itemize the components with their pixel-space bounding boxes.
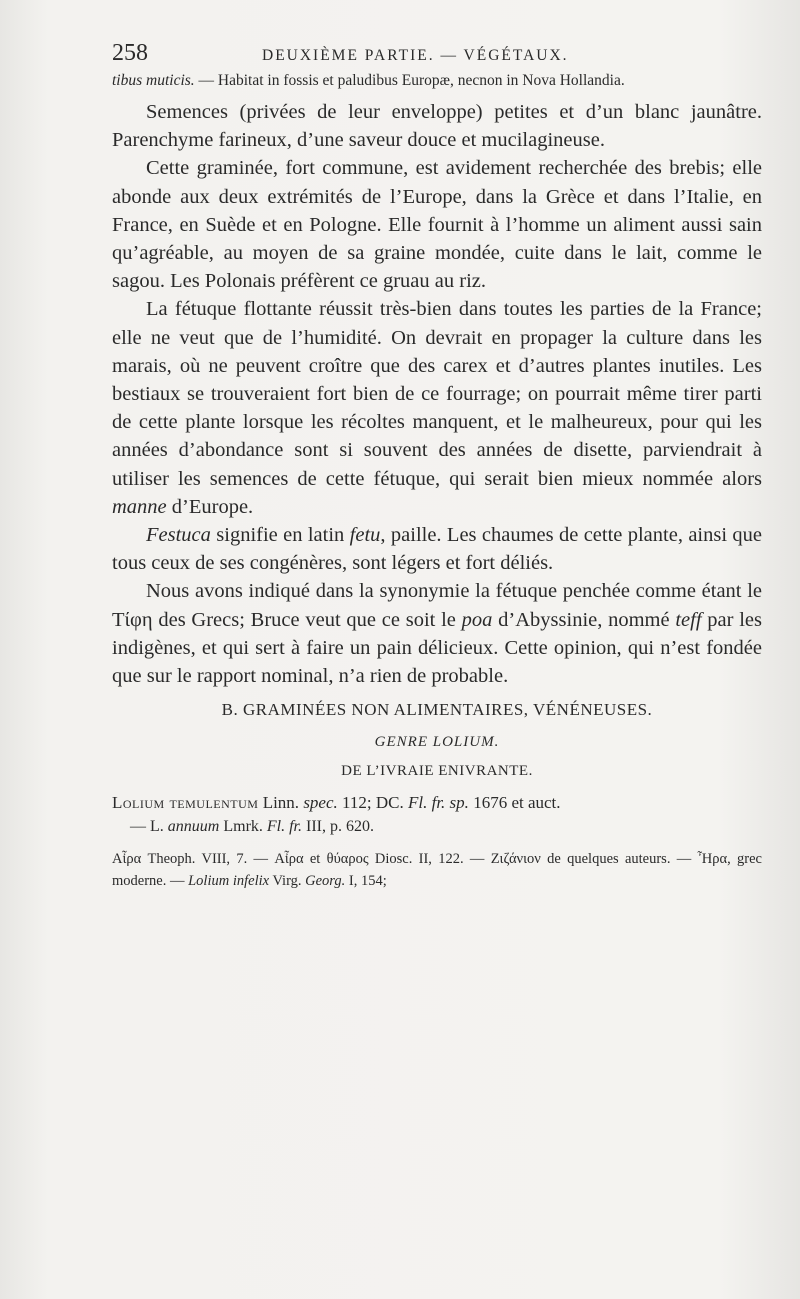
synonymy-block bbox=[112, 848, 762, 892]
paragraph-culture-end: d’Europe. bbox=[166, 495, 254, 518]
nomenclature-line-2 bbox=[130, 815, 762, 838]
paragraph-etymology-festuca: Festuca bbox=[146, 524, 211, 547]
species-name: Lolium temulentum bbox=[112, 793, 259, 813]
paragraph-culture-text: La fétuque flottante réussit très-bien dans toutes les parties de la France; elle ne veut que de l’humidité. On devrait en propager la culture dans les marais, où ne peuvent croître que des carex et d’autres plantes inutiles. Les bestiaux se trouveraient fort bien de ce fourrage; on pourrait même tirer parti de cette plante lorsque les récoltes manquent, et le malheureux, pour qui les années d’abondance sont si souvent des années de disette, parviendrait à utiliser les semences de cette fétuque, qui serait bien mieux nommée alors bbox=[112, 298, 762, 490]
nomenclature-text-1: 112; DC. bbox=[337, 793, 408, 813]
paragraph-synonymy-greek: Τίφη bbox=[112, 608, 153, 631]
paragraph-synonymy-text: Nous avons indiqué dans la synonymie la fétuque penchée comme étant le bbox=[146, 580, 762, 603]
page-content bbox=[112, 38, 762, 892]
paragraph-culture bbox=[112, 295, 762, 521]
synonymy-virg: Virg. bbox=[269, 873, 306, 890]
nomenclature-line-1 bbox=[112, 790, 762, 815]
page-number: 258 bbox=[112, 40, 148, 66]
paragraph-etymology-text: signifie en latin bbox=[210, 524, 350, 547]
nomenclature-line2-end: III, p. 620. bbox=[302, 818, 374, 836]
paragraph-synonymy-poa: poa bbox=[461, 608, 493, 631]
nomenclature-text-2: 1676 et auct. bbox=[468, 793, 561, 813]
running-title: DEUXIÈME PARTIE. — VÉGÉTAUX. bbox=[262, 47, 569, 64]
nomenclature-line2-start: — L. bbox=[130, 818, 168, 836]
section-heading: B. GRAMINÉES NON ALIMENTAIRES, VÉNÉNEUSES. bbox=[221, 700, 653, 720]
intro-note-italic: tibus muticis. bbox=[112, 72, 195, 89]
synonymy-georg: Georg. bbox=[305, 873, 346, 890]
paragraph-culture-italic: manne bbox=[112, 495, 167, 518]
paragraph-etymology-fetu: fetu bbox=[349, 524, 381, 547]
synonymy-lolium-infelix: Lolium infelix bbox=[188, 873, 270, 890]
synonymy-text: Αἶρα Theoph. VIII, 7. — Αἶρα et θύαρος Diosc. II, 122. — Ζιζάνιον de quelques auteurs. — Ἦρα, grec moderne. — bbox=[112, 851, 762, 890]
synonymy-end: I, 154; bbox=[345, 873, 387, 890]
nomenclature-ref-1: spec. bbox=[303, 793, 338, 813]
intro-note bbox=[112, 70, 762, 92]
species-heading: DE L’IVRAIE ENIVRANTE. bbox=[341, 763, 533, 780]
paragraph-etymology-end: , paille. Les chaumes de cette plante, ainsi que tous ceux de ses congénères, sont légers et fort déliés. bbox=[112, 524, 763, 575]
nomenclature-line2-mid: Lmrk. bbox=[219, 818, 267, 836]
intro-note-text: — Habitat in fossis et paludibus Europæ, necnon in Nova Hollandia. bbox=[194, 72, 625, 89]
paragraph-distribution: Cette graminée, fort commune, est avidement recherchée des brebis; elle abonde aux deux extrémités de l’Europe, dans la Grèce et dans l’Italie, en France, en Suède et en Pologne. Elle fournit à l’homme un aliment aussi sain qu’agréable, au moyen de sa graine mondée, cuite dans le lait, comme le sagou. Les Polonais préfèrent ce gruau au riz. bbox=[112, 157, 762, 293]
genus-heading: GENRE LOLIUM. bbox=[374, 734, 500, 751]
paragraph-synonymy-end: par les indigènes, et qui sert à faire un pain délicieux. Cette opinion, qui n’est fondée que sur le rapport nominal, n’a rien de probable. bbox=[112, 608, 762, 688]
nomenclature-author: Linn. bbox=[258, 793, 304, 813]
paragraph-synonymy-teff: teff bbox=[675, 608, 702, 631]
nomenclature-annuum: annuum bbox=[167, 818, 220, 836]
nomenclature-flfr: Fl. fr. bbox=[266, 818, 303, 836]
paragraph-seeds: Semences (privées de leur enveloppe) petites et d’un blanc jaunâtre. Parenchyme farineux, d’une saveur douce et mucilagineuse. bbox=[112, 101, 762, 152]
paragraph-synonymy-note bbox=[112, 577, 762, 690]
paragraph-etymology bbox=[112, 521, 762, 577]
nomenclature-ref-2: Fl. fr. sp. bbox=[408, 793, 469, 813]
paragraph-synonymy-mid: des Grecs; Bruce veut que ce soit le bbox=[152, 608, 462, 631]
paragraph-synonymy-mid2: d’Abyssinie, nommé bbox=[492, 608, 676, 631]
running-head bbox=[112, 38, 762, 70]
